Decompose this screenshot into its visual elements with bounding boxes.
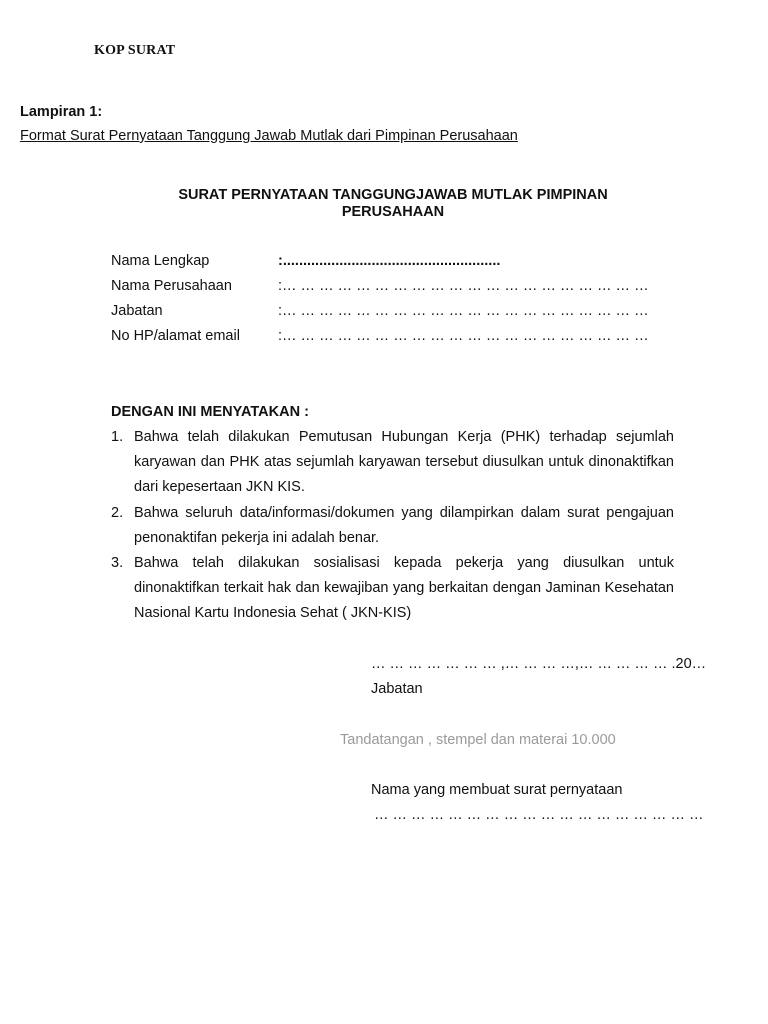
field-label: No HP/alamat email	[111, 328, 240, 344]
declaration-heading: DENGAN INI MENYATAKAN :	[111, 404, 309, 420]
field-jabatan	[111, 303, 649, 319]
field-label: Nama Perusahaan	[111, 278, 232, 294]
field-value: :......................................................	[278, 253, 501, 269]
statement-item	[111, 551, 674, 626]
field-nama-lengkap	[111, 253, 500, 269]
field-label: Nama Lengkap	[111, 253, 210, 269]
field-nama-perusahaan	[111, 278, 649, 294]
statement-number: 1.	[111, 429, 124, 445]
field-value: :… … … … … … … … … … … … … … … … … … … …	[278, 328, 649, 344]
statement-item	[111, 501, 674, 551]
statement-item	[111, 425, 674, 500]
attachment-label: Lampiran 1:	[20, 104, 103, 120]
document-title	[110, 187, 676, 221]
signatory-name-placeholder: … … … … … … … … … … … … … … … … … …	[374, 807, 704, 823]
statement-number: 3.	[111, 555, 124, 571]
signatory-position: Jabatan	[371, 681, 423, 697]
document-title-line-2: PERUSAHAAN	[341, 204, 445, 220]
signatory-name-label: Nama yang membuat surat pernyataan	[371, 782, 623, 798]
document-title-line-1: SURAT PERNYATAAN TANGGUNGJAWAB MUTLAK PIMPINAN	[178, 187, 608, 203]
letterhead-placeholder: KOP SURAT	[94, 43, 176, 58]
place-date-line: … … … … … … … ,… … … …,… … … … … .20…	[371, 656, 707, 672]
statement-text: Bahwa telah dilakukan Pemutusan Hubungan Kerja (PHK) terhadap sejumlah karyawan dan PHK atas sejumlah karyawan tersebut diusulkan untuk dinonaktifkan dari kepesertaan JKN KIS.	[134, 429, 674, 495]
field-value: :… … … … … … … … … … … … … … … … … … … …	[278, 278, 649, 294]
field-value: :… … … … … … … … … … … … … … … … … … … …	[278, 303, 649, 319]
signature-stamp-note: Tandatangan , stempel dan materai 10.000	[340, 732, 616, 748]
field-contact	[111, 328, 649, 344]
format-title: Format Surat Pernyataan Tanggung Jawab Mutlak dari Pimpinan Perusahaan	[20, 128, 518, 144]
statement-number: 2.	[111, 505, 124, 521]
statement-text: Bahwa seluruh data/informasi/dokumen yang dilampirkan dalam surat pengajuan penonaktifan pekerja ini adalah benar.	[134, 505, 674, 546]
statement-text: Bahwa telah dilakukan sosialisasi kepada pekerja yang diusulkan untuk dinonaktifkan terkait hak dan kewajiban yang berkaitan dengan Jaminan Kesehatan Nasional Kartu Indonesia Sehat ( JKN-KIS)	[134, 555, 674, 621]
field-label: Jabatan	[111, 303, 163, 319]
